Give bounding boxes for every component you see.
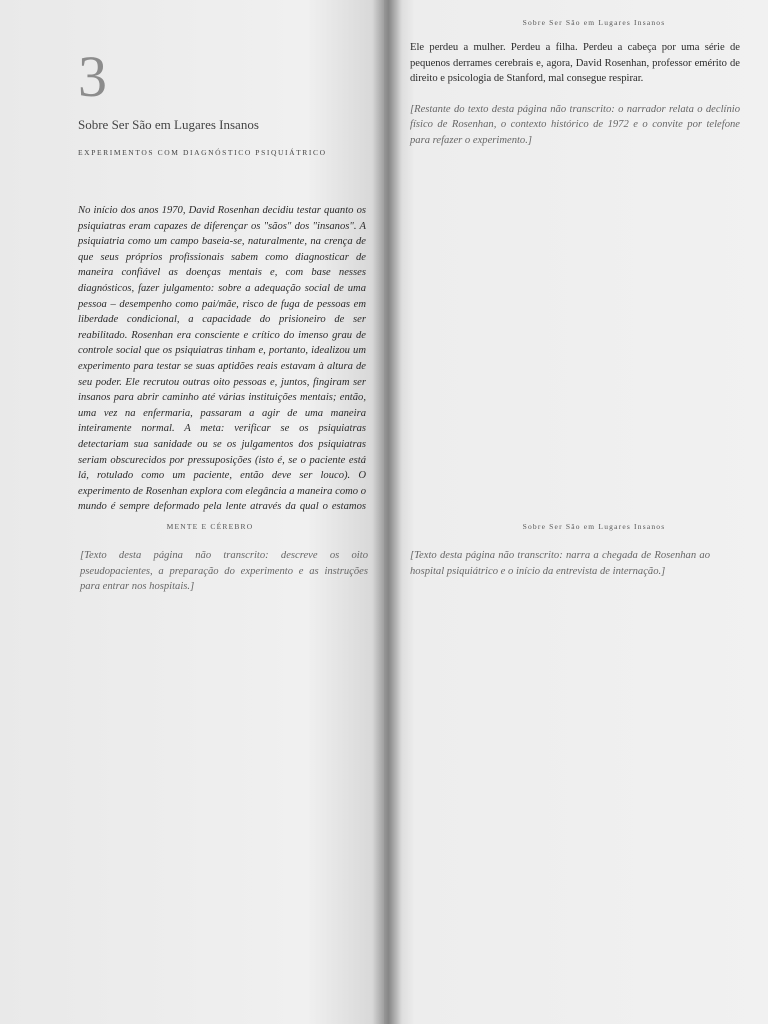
book-gutter [372,0,402,512]
page-82 [0,0,384,512]
chapter-title: Sobre Ser São em Lugares Insanos [78,117,259,132]
paragraph: Ele perdeu a mulher. Perdeu a filha. Perdeu a cabeça por uma série de pequenos derrames cerebrais e, agora, David Rosenhan, professor emérito de direito e psicologia de Stanford, mal consegue respirar. [410,42,740,85]
page-85-text [410,548,710,579]
summary-note: [Texto desta página não transcrito: descreve os oito pseudopacientes, a preparação do experimento e as instruções para entrar nos hospitais.] [80,550,368,593]
page-84 [0,512,384,1024]
summary-note: [Texto desta página não transcrito: narra a chegada de Rosenhan ao hospital psiquiátrico e o início da entrevista de internação.] [410,550,710,577]
page-83-text [410,40,740,149]
page-85 [384,512,768,1024]
chapter-subtitle: EXPERIMENTOS COM DIAGNÓSTICO PSIQUIÁTRICO [78,148,327,157]
intro-paragraph: No início dos anos 1970, David Rosenhan decidiu testar quanto os psiquiatras eram capazes de diferençar os "sãos" dos "insanos". A psiquiatria como um campo baseia-se, naturalmente, na crença de que seus próprios profissionais sabem como diagnosticar de maneira confiável as doenças mentais e, com base nesses diagnósticos, fazer julgamento: sobre a adequação social de uma pessoa – desempenho como pai/mãe, risco de fuga de pessoas em liberdade condicional, a capacidade do prisioneiro de ser reabilitado. Rosenhan era consciente e crítico do imenso grau de controle social que os psiquiatras tinham e, portanto, idealizou um experimento para testar se suas aptidões reais estavam à altura de seu poder. Ele recrutou outras oito pessoas e, juntos, fingiram ser insanos para abrir caminho até várias instituições mentais; então, uma vez na enfermaria, passaram a agir de uma maneira inteiramente normal. A meta: verificar se os psiquiatras detectariam sua sanidade ou se os julgamentos dos psiquiatras seriam obscurecidos por pressuposições (isto é, se o paciente está lá, rotulado como um paciente, então deve ser louco). O experimento de Rosenhan explora com elegância a maneira como o mundo é sempre deformado pela lente através da qual o estamos [78,205,367,512]
book-gutter [372,512,402,1024]
running-head: Sobre Ser São em Lugares Insanos [522,18,666,27]
running-head: Sobre Ser São em Lugares Insanos [522,522,666,531]
chapter-number: 3 [78,44,107,109]
page-83 [384,0,768,512]
bottom-spread [0,512,768,1024]
chapter-intro [78,203,366,512]
running-head: MENTE E CÉREBRO [166,522,254,531]
summary-note: [Restante do texto desta página não transcrito: o narrador relata o declínio físico de Rosenhan, o contexto histórico de 1972 e o convite por telefone para refazer o experimento.] [410,103,740,146]
page-84-text [80,548,368,595]
